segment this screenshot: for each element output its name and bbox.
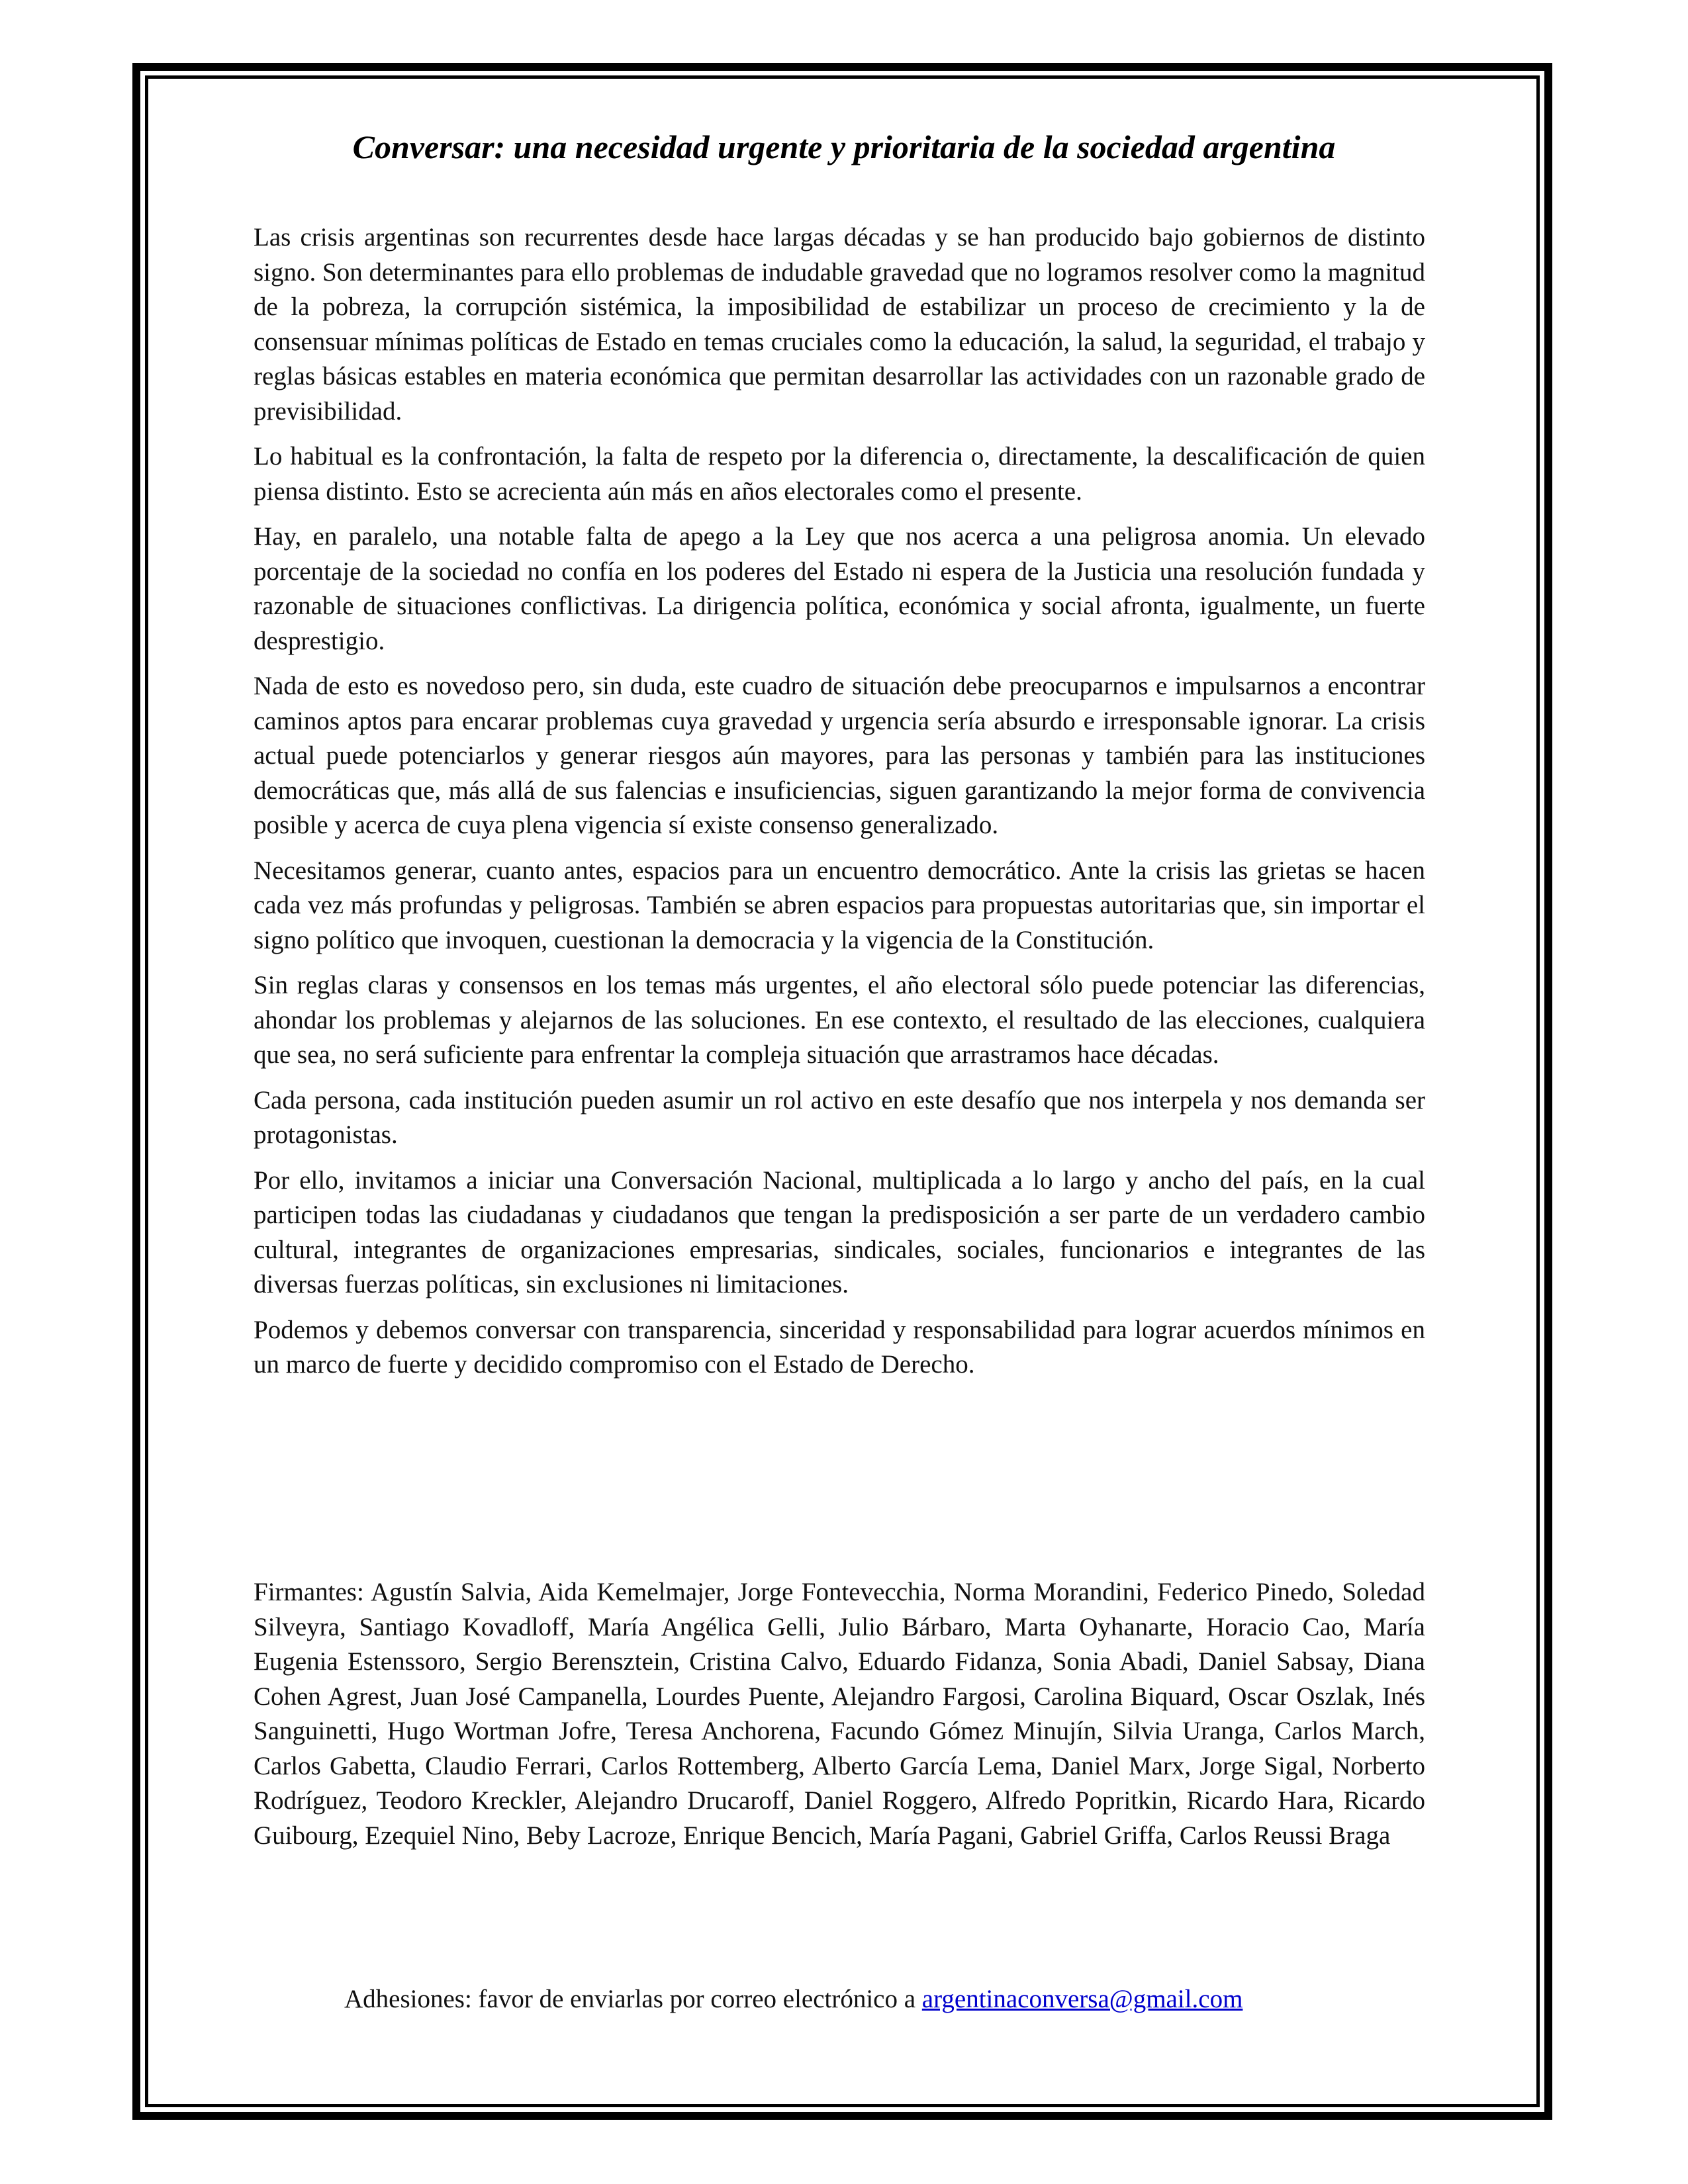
email-link[interactable]: argentinaconversa@gmail.com bbox=[921, 1985, 1243, 2013]
paragraph: Cada persona, cada institución pueden asumir un rol activo en este desafío que nos interpela y nos demanda ser protagonistas. bbox=[254, 1085, 1425, 1149]
paragraph: Hay, en paralelo, una notable falta de apego a la Ley que nos acerca a una peligrosa anomia. Un elevado porcentaje de la sociedad no confía en los poderes del Estado ni espera de la Justicia una resolución fundada y razonable de situaciones conflictivas. La dirigencia política, económica y social afronta, igualmente, un fuerte desprestigio. bbox=[254, 522, 1425, 655]
document-body bbox=[254, 220, 1425, 1393]
signers-list: Firmantes: Agustín Salvia, Aida Kemelmajer, Jorge Fontevecchia, Norma Morandini, Federico Pinedo, Soledad Silveyra, Santiago Kovadloff, María Angélica Gelli, Julio Bárbaro, Marta Oyhanarte, Horacio Cao, María Eugenia Estenssoro, Sergio Berensztein, Cristina Calvo, Eduardo Fidanza, Sonia Abadi, Daniel Sabsay, Diana Cohen Agrest, Juan José Campanella, Lourdes Puente, Alejandro Fargosi, Carolina Biquard, Oscar Oszlak, Inés Sanguinetti, Hugo Wortman Jofre, Teresa Anchorena, Facundo Gómez Minujín, Silvia Uranga, Carlos March, Carlos Gabetta, Claudio Ferrari, Carlos Rottemberg, Alberto García Lema, Daniel Marx, Jorge Sigal, Norberto Rodríguez, Teodoro Kreckler, Alejandro Drucaroff, Daniel Roggero, Alfredo Popritkin, Ricardo Hara, Ricardo Guibourg, Ezequiel Nino, Beby Lacroze, Enrique Bencich, María Pagani, Gabriel Griffa, Carlos Reussi Braga bbox=[254, 1578, 1425, 1850]
adhesiones-text: Adhesiones: favor de enviarlas por correo electrónico a bbox=[344, 1985, 922, 2013]
paragraph: Necesitamos generar, cuanto antes, espacios para un encuentro democrático. Ante la crisis las grietas se hacen cada vez más profundas y peligrosas. También se abren espacios para propuestas autoritarias que, sin importar el signo político que invoquen, cuestionan la democracia y la vigencia de la Constitución. bbox=[254, 856, 1425, 954]
paragraph: Nada de esto es novedoso pero, sin duda, este cuadro de situación debe preocuparnos e impulsarnos a encontrar caminos aptos para encarar problemas cuya gravedad y urgencia sería absurdo e irresponsable ignorar. La crisis actual puede potenciarlos y generar riesgos aún mayores, para las personas y también para las instituciones democráticas que, más allá de sus falencias e insuficiencias, siguen garantizando la mejor forma de convivencia posible y acerca de cuya plena vigencia sí existe consenso generalizado. bbox=[254, 672, 1425, 839]
paragraph: Lo habitual es la confrontación, la falta de respeto por la diferencia o, directamente, la descalificación de quien piensa distinto. Esto se acrecienta aún más en años electorales como el presente. bbox=[254, 442, 1425, 506]
paragraph: Por ello, invitamos a iniciar una Conversación Nacional, multiplicada a lo largo y ancho del país, en la cual participen todas las ciudadanas y ciudadanos que tengan la predisposición a ser parte de un verdadero cambio cultural, integrantes de organizaciones empresarias, sindicales, sociales, funcionarios e integrantes de las diversas fuerzas políticas, sin exclusiones ni limitaciones. bbox=[254, 1165, 1425, 1298]
document-title: Conversar: una necesidad urgente y prioritaria de la sociedad argentina bbox=[352, 128, 1336, 165]
paragraph: Sin reglas claras y consensos en los temas más urgentes, el año electoral sólo puede potenciar las diferencias, ahondar los problemas y alejarnos de las soluciones. En ese contexto, el resultado de las elecciones, cualquiera que sea, no será suficiente para enfrentar la compleja situación que arrastramos hace décadas. bbox=[254, 971, 1425, 1069]
adhesiones-line bbox=[344, 1982, 1243, 2017]
paragraph: Las crisis argentinas son recurrentes desde hace largas décadas y se han producido bajo gobiernos de distinto signo. Son determinantes para ello problemas de indudable gravedad que no logramos resolver como la magnitud de la pobreza, la corrupción sistémica, la imposibilidad de estabilizar un proceso de crecimiento y la de consensuar mínimas políticas de Estado en temas cruciales como la educación, la salud, la seguridad, el trabajo y reglas básicas estables en materia económica que permitan desarrollar las actividades con un razonable grado de previsibilidad. bbox=[254, 223, 1425, 426]
paragraph: Podemos y debemos conversar con transparencia, sinceridad y responsabilidad para lograr acuerdos mínimos en un marco de fuerte y decidido compromiso con el Estado de Derecho. bbox=[254, 1315, 1425, 1379]
